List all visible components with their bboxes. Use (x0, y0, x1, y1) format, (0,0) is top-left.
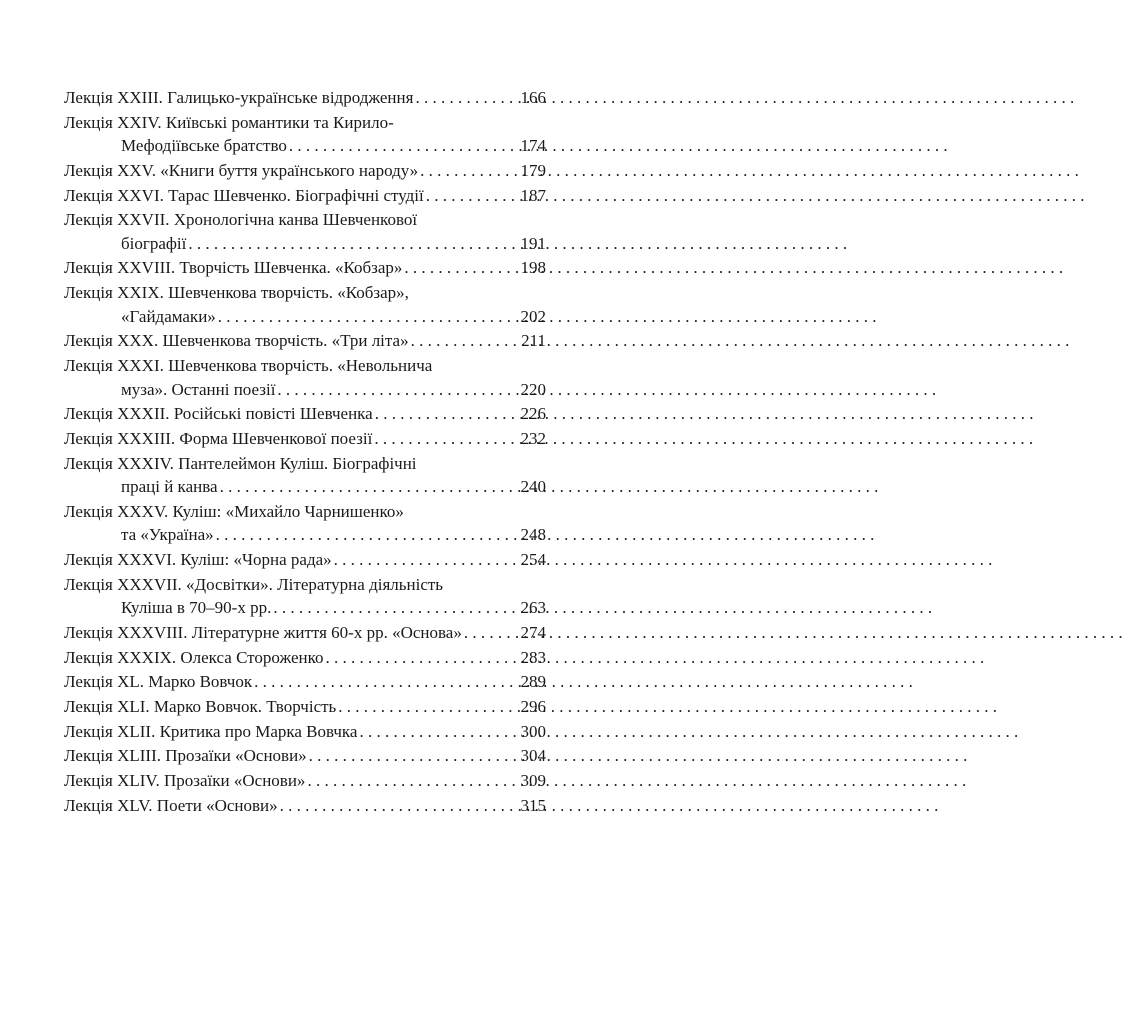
toc-entry-title: Лекція XXVI. Тарас Шевченко. Біографічні студії (64, 185, 424, 205)
toc-entry (64, 427, 546, 451)
toc-entry-title: Куліша в 70–90-х рр. (121, 598, 272, 618)
toc-page-number: 296 (520, 696, 546, 716)
toc-entry-line (64, 720, 546, 744)
dot-leader (413, 86, 518, 110)
toc-entry-title: Лекція XXIV. Київські романтики та Кирило- (64, 112, 394, 132)
toc-entry-title: біографії (121, 233, 187, 253)
toc-page-number: 202 (520, 306, 546, 326)
dot-leader (278, 794, 518, 818)
toc-entry (64, 573, 546, 620)
toc-entry-title: Лекція XLI. Марко Вовчок. Творчість (64, 696, 337, 716)
toc-entry-line (64, 402, 546, 426)
toc-entry-title: Лекція XXXIV. Пантелеймон Куліш. Біографічні (64, 453, 417, 473)
toc-entry-line (64, 184, 546, 208)
toc-page-number: 187 (520, 185, 546, 205)
toc-page-number: 300 (520, 721, 546, 741)
toc-entry-title: Лекція XXXVII. «Досвітки». Літературна діяльність (64, 574, 444, 594)
dot-leader (332, 548, 518, 572)
toc-page-number: 220 (520, 379, 546, 399)
toc-entry (64, 695, 546, 719)
dot-leader (372, 427, 518, 451)
dot-leader (287, 134, 518, 158)
toc-entry-line (64, 452, 546, 476)
toc-entry (64, 500, 546, 547)
toc-entry-title: Лекція XXXVIII. Літературне життя 60-х рр. «Основа» (64, 622, 462, 642)
toc-entry-title: Лекція XXVII. Хронологічна канва Шевченкової (64, 210, 418, 230)
toc-page-number: 283 (520, 647, 546, 667)
toc-entry-title: Лекція XXV. «Книги буття українського народу» (64, 160, 419, 180)
toc-page-number: 232 (520, 428, 546, 448)
toc-entry-title: Лекція XLIII. Прозаїки «Основи» (64, 746, 307, 766)
toc-page-number: 309 (520, 770, 546, 790)
dot-leader (373, 402, 518, 426)
toc-entry-continuation-line (64, 134, 546, 158)
toc-entry-title: Лекція XXXVI. Куліш: «Чорна рада» (64, 549, 332, 569)
toc-entry-line (64, 695, 546, 719)
toc-page-number: 198 (520, 258, 546, 278)
dot-leader (357, 720, 518, 744)
toc-entry (64, 184, 546, 208)
toc-entry-continuation-line (64, 232, 546, 256)
toc-entry-line (64, 427, 546, 451)
toc-page-number: 248 (520, 525, 546, 545)
toc-entry-line (64, 354, 546, 378)
dot-leader (271, 596, 518, 620)
toc-page-number: 304 (520, 746, 546, 766)
dot-leader (462, 621, 518, 645)
toc-entry-line (64, 744, 546, 768)
toc-entry-title: Лекція XXXV. Куліш: «Михайло Чарнишенко» (64, 501, 404, 521)
toc-entry-line (64, 329, 546, 353)
toc-entry-title: Лекція XL. Марко Вовчок (64, 672, 253, 692)
toc-entry-title: Лекція XLIV. Прозаїки «Основи» (64, 770, 306, 790)
toc-page-number: 174 (520, 136, 546, 156)
toc-entry-title: муза». Останні поезії (121, 379, 276, 399)
toc-entry-title: Мефодіївське братство (121, 136, 287, 156)
dot-leader (252, 670, 518, 694)
toc-entry (64, 621, 546, 645)
toc-entry-line (64, 500, 546, 524)
dot-leader (418, 159, 518, 183)
toc-entry-continuation-line (64, 596, 546, 620)
toc-entry (64, 452, 546, 499)
toc-page-number: 191 (520, 233, 546, 253)
toc-entry-title: «Гайдамаки» (121, 306, 216, 326)
toc-entry (64, 256, 546, 280)
toc-page-number: 263 (520, 598, 546, 618)
toc-entry-line (64, 159, 546, 183)
toc-entry (64, 281, 546, 328)
dot-leader (216, 305, 518, 329)
toc-entry-line (64, 794, 546, 818)
toc-entry (64, 744, 546, 768)
dot-leader (186, 232, 518, 256)
toc-page-number: 240 (520, 477, 546, 497)
toc-entry-line (64, 573, 546, 597)
toc-entry-title: та «Україна» (121, 525, 214, 545)
toc-page-number: 289 (520, 672, 546, 692)
toc-entry (64, 354, 546, 401)
toc-entry-continuation-line (64, 523, 546, 547)
dot-leader (214, 523, 518, 547)
toc-entry (64, 329, 546, 353)
toc-entry-line (64, 670, 546, 694)
dot-leader (275, 378, 518, 402)
toc-entry-title: Лекція XXX. Шевченкова творчість. «Три літа» (64, 331, 409, 351)
toc-entry-title: Лекція XXIII. Галицько-українське відродження (64, 88, 414, 107)
toc-entry (64, 208, 546, 255)
dot-leader (409, 329, 518, 353)
toc-entry-continuation-line (64, 475, 546, 499)
toc-page-number: 274 (520, 622, 546, 642)
toc-entry (64, 670, 546, 694)
toc-entry-line (64, 548, 546, 572)
toc-entry-line (64, 208, 546, 232)
toc-entry (64, 111, 546, 158)
toc-entry-title: Лекція XXVIII. Творчість Шевченка. «Кобзар» (64, 258, 403, 278)
toc-page-number: 226 (520, 404, 546, 424)
toc-page-number: 166 (520, 88, 546, 107)
toc-entry (64, 402, 546, 426)
toc-page-number: 211 (521, 331, 546, 351)
toc-entry (64, 646, 546, 670)
toc-entry-title: Лекція XXXIII. Форма Шевченкової поезії (64, 428, 373, 448)
toc-page-number: 179 (520, 160, 546, 180)
toc-entry-title: Лекція XXXII. Російські повісті Шевченка (64, 404, 373, 424)
toc-entry-line (64, 256, 546, 280)
toc-entry (64, 720, 546, 744)
toc-entry-line (64, 621, 546, 645)
toc-entry (64, 548, 546, 572)
toc-entry-continuation-line (64, 378, 546, 402)
dot-leader (336, 695, 518, 719)
toc-entry-line (64, 281, 546, 305)
toc-entry-line (64, 86, 546, 110)
dot-leader (218, 475, 518, 499)
toc-page-number: 315 (520, 795, 546, 815)
toc-entry-title: Лекція XLV. Поети «Основи» (64, 795, 278, 815)
toc-entry-title: праці й канва (121, 477, 218, 497)
dot-leader (324, 646, 518, 670)
toc-entry-title: Лекція XXXIX. Олекса Стороженко (64, 647, 324, 667)
toc-entry (64, 794, 546, 818)
dot-leader (424, 184, 518, 208)
toc-entry (64, 769, 546, 793)
toc-page-number: 254 (520, 549, 546, 569)
dot-leader (307, 744, 518, 768)
toc-entry-title: Лекція XLII. Критика про Марка Вовчка (64, 721, 358, 741)
toc-entry-line (64, 111, 546, 135)
toc-entry (64, 159, 546, 183)
toc-entry-title: Лекція XXXI. Шевченкова творчість. «Невольнича (64, 356, 433, 375)
toc-entry-continuation-line (64, 305, 546, 329)
dot-leader (402, 256, 518, 280)
toc-entry-line (64, 646, 546, 670)
toc-entry-title: Лекція XXIX. Шевченкова творчість. «Кобзар», (64, 283, 409, 303)
toc-entry (64, 86, 546, 110)
toc-entry-line (64, 769, 546, 793)
dot-leader (305, 769, 518, 793)
table-of-contents (64, 86, 546, 818)
